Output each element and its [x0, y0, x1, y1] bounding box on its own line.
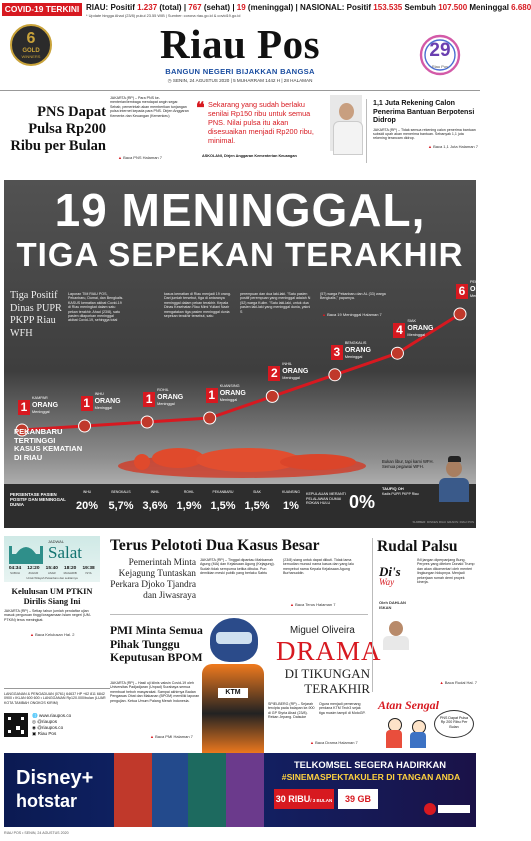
cartoon-figures — [386, 716, 432, 748]
district-name: INHU — [94, 392, 104, 396]
social-icon: ◎ — [32, 719, 38, 724]
story-col-4-link[interactable]: ▲ Baca 19 Meninggal Halaman 7 — [322, 312, 382, 317]
ad-posters — [114, 753, 264, 827]
prayer-time — [24, 566, 42, 575]
district-stat — [172, 488, 206, 522]
social-icon: ▣ — [32, 731, 38, 736]
pmi-link[interactable]: ▲ Baca PMI Halaman 7 — [150, 734, 193, 739]
unit-label: ORANG — [219, 390, 246, 397]
quote-text: Sekarang yang sudah berlaku senilai Rp150 ribu untuk semua PNS. Nilai pulsa itu akan disesuaikan menjadi Rp200 ribu, minimal. — [208, 100, 314, 145]
pelotot-subhead: Pemerintah Minta Kejagung Tuntaskan Perkara Djoko Tjandra dan Jiwasraya — [110, 558, 196, 601]
pelotot-body: JAKARTA (RP) – Tinggal dipantau Mahkamah Agung (MA) dan Kejaksaan Agung (Kejagung). Sudah tidak sempurna ketika dibuka. Pun demikian meski publik yang berlaku Sabtu (23/8) siang untuk dapat diikuti. Tidak lama kemudian muncul nama kasus dan yang lalu menyebut nama Kepala Kejaksaan Agung Burhanuddin. — [200, 558, 354, 576]
masthead-tagline: BANGUN NEGERI BIJAKKAN BANGSA — [165, 67, 315, 76]
meranti-value: 0% — [349, 492, 376, 512]
social-handle-text: www.riaupos.co — [39, 713, 72, 718]
district-name: KUANSING — [219, 384, 240, 388]
rudal-column — [372, 538, 478, 692]
rekening-body: JAKARTA (RP) – Tidak semua rekening calon penerima bantuan subsidi upah akan menerima bantuan. Sebanyak 1,1 juta rekening terancam didrop. — [373, 127, 476, 141]
anniversary-number: 29 — [429, 40, 451, 61]
salat-box — [4, 536, 100, 582]
salat-times — [6, 566, 98, 580]
pmi-headline[interactable]: PMI Minta Semua Pihak Tunggu Keputusan BPOM — [110, 624, 203, 664]
covid-tag: COVID-19 TERKINI — [2, 3, 82, 16]
prayer-name: SUBUH — [10, 571, 20, 575]
covid-figure: 6.680 — [511, 3, 531, 12]
death-count: 2 — [268, 366, 280, 381]
pelotot-link[interactable]: ▲ Baca Terus Halaman 7 — [290, 602, 336, 607]
stat-district: KUANSING — [282, 490, 300, 494]
death-count: 6 — [456, 284, 468, 299]
district-name: BENGKALIS — [344, 340, 367, 345]
covid-figure: (total) | — [157, 3, 189, 12]
stat-percent: 20% — [75, 500, 99, 512]
badge-number: 6 — [26, 30, 36, 47]
prayer-name: ISYA — [85, 571, 92, 575]
unit-sub: Meninggal — [157, 402, 175, 406]
drama-subhead-2: TERAKHIR — [304, 681, 370, 696]
gold-winners-badge — [10, 24, 52, 66]
covid-infographic — [4, 180, 497, 528]
covid-figure: Meninggal — [467, 3, 512, 12]
death-count: 4 — [393, 323, 405, 338]
anniversary-logo — [412, 34, 468, 80]
masthead-logo[interactable]: Riau Pos — [159, 21, 321, 67]
masthead-dateline — [140, 78, 340, 84]
prayer-time — [6, 566, 24, 575]
district-stat — [138, 488, 172, 522]
pns-link[interactable]: ▲ Baca PNS Halaman 7 — [118, 155, 162, 160]
bubble-name: TAUFIQ OH Kadis PUPR PKPP Riau — [382, 486, 419, 496]
rudal-title[interactable]: Rudal Palsu — [377, 538, 458, 555]
unit-sub: Meninggal — [344, 354, 363, 359]
unit-sub: Meninggal — [470, 294, 488, 298]
pull-quote — [196, 100, 326, 145]
national-label: | NASIONAL: — [295, 3, 345, 12]
contact-lines: LANGGANAN & PENGADUAN (0761) 64637 HP +62 811 6842 0900 • IKLAN 600 600 • LANGGANAN Rp120.000/bulan (LUAR KOTA TAMBAH ONGKOS KIRIM) — [4, 692, 106, 705]
dahlan-photo — [381, 618, 411, 648]
drama-player-name: Miguel Oliveira — [290, 625, 355, 636]
rekening-headline[interactable]: 1,1 Juta Rekening Calon Penerima Bantuan Berpotensi Didrop — [373, 99, 475, 124]
district-stat — [240, 488, 274, 522]
offer-quota: 39 GB — [338, 789, 378, 809]
atan-title: Atan Sengal — [378, 698, 440, 712]
death-count: 3 — [331, 345, 343, 360]
covid-figure: Positif — [110, 3, 138, 12]
pns-body: JAKARTA (RP) – Para PNS ke-menterian/lembaga mendapat angin segar. Sebab, pemerintah akan memberikan tunjangan pulsa internet kepada para PNS. Dirjen Anggaran Kemente-rian Keuangan (Kemenkeu) — [110, 96, 189, 118]
covid-figure: 107.500 — [438, 3, 468, 12]
district-name: KAMPAR — [32, 396, 48, 400]
stat-percent: 1,5% — [244, 500, 270, 512]
social-icon: 🌐 — [32, 713, 39, 718]
social-icon: ◉ — [32, 725, 38, 730]
anniversary-caption: Riau Pos — [431, 64, 449, 69]
stat-district: ROHIL — [183, 490, 195, 494]
covid-figure: 153.535 — [373, 3, 403, 12]
pekanbaru-note: PEKANBARU TERTINGGI KASUS KEMATIAN DI RIAU — [14, 427, 83, 462]
meranti-label: KEPULAUAN MERANTI PELALAWAN DUMAI ROKAN HULU — [306, 492, 346, 505]
rekening-teaser — [366, 99, 478, 163]
oliveira-photo: KTM — [196, 618, 268, 750]
prayer-clock: 12:20 — [27, 566, 40, 571]
contact-box — [4, 688, 110, 744]
story-col-1: Laporan TIM RIAU POS, Pekanbaru, Dumai, dan Bengkalis. KASUS kematian akibat Covid-19 di Riau meningkat dalam satu pekan terakhir. Ahad (23/8), satu pasien dilaporkan meninggal akibat Covid-19, sehingga total — [68, 292, 124, 323]
district-stat — [206, 488, 240, 522]
district-name: ROHIL — [157, 388, 169, 392]
national-figures — [347, 3, 531, 12]
prayer-name: MAGHRIB — [63, 571, 77, 575]
infographic-headline-2: TIGA SEPEKAN TERAKHIR — [16, 236, 464, 273]
unit-label: ORANG — [344, 346, 371, 354]
covid-figure: 1.237 — [137, 3, 158, 12]
story-col-4: (57) warga Pekanbaru dan AL (33) warga Bengkalis," paparnya. — [320, 292, 386, 301]
pelotot-headline[interactable]: Terus Pelototi Dua Kasus Besar — [110, 537, 320, 554]
ptkin-link[interactable]: ▲ Baca Kelulusan Hal. 2 — [30, 632, 75, 637]
atan-sengal-cartoon — [372, 694, 478, 750]
rudal-link[interactable]: ▲ Baca Rudal Hal. 7 — [439, 680, 477, 685]
dis-way-logo: Di's Way — [379, 564, 401, 587]
district-stat — [70, 488, 104, 522]
unit-sub: Meninggal — [282, 376, 300, 381]
graphic-credit: SUMBER: DISKES RIAU GRAFIS: RIAU POS — [412, 520, 474, 524]
covid-bar — [0, 0, 531, 20]
unit-sub: Meninggal — [32, 410, 50, 414]
covid-figure: 19 — [236, 3, 246, 12]
riau-label: RIAU: — [86, 3, 109, 12]
drama-subhead-1: DI TIKUNGAN — [284, 666, 370, 681]
ptkin-headline[interactable]: Kelulusan UM PTKIN Dirilis Siang Ini — [11, 587, 93, 606]
mosque-icon — [8, 542, 44, 564]
askolani-photo — [330, 95, 362, 151]
telkomsel-logo — [424, 801, 470, 817]
qr-code[interactable] — [4, 713, 28, 737]
rudal-author: Oleh DAHLAN ISKAN — [379, 600, 406, 610]
stat-district: BENGKALIS — [111, 490, 131, 494]
section-rule — [110, 614, 368, 615]
stat-percent: 1% — [283, 500, 299, 512]
unit-label: ORANG — [407, 325, 434, 333]
stat-district: INHIL — [150, 490, 160, 494]
page-footer: RIAU POS • SENIN, 24 AGUSTUS 2020 — [4, 831, 69, 835]
social-handle-text: @riaupos — [37, 719, 58, 724]
salat-header: JADWAL — [48, 539, 65, 544]
unit-sub: Meninggal — [219, 398, 238, 402]
prayer-clock: 18:20 — [64, 566, 77, 571]
badge-winners: WINNERS — [21, 54, 41, 59]
social-handles — [32, 713, 112, 737]
covid-figure: (sehat) | — [201, 3, 237, 12]
covid-figure: Sembuh — [402, 3, 439, 12]
district-stat — [104, 488, 138, 522]
prayer-clock: 15:40 — [45, 566, 58, 571]
badge-gold: GOLD — [22, 48, 40, 54]
clock-icon: ◷ — [167, 78, 173, 83]
social-handle[interactable] — [32, 731, 112, 737]
social-handle-text: Riau Pos — [37, 731, 57, 736]
disney-plus-logo: Disney+ — [16, 767, 94, 789]
stat-district: SIAK — [253, 490, 261, 494]
stat-district: INHU — [82, 490, 92, 494]
stat-percent: 1,9% — [176, 500, 202, 512]
quote-icon: ❝ — [196, 100, 205, 117]
sinema-hashtag: #SINEMASPEKTAKULER DI TANGAN ANDA — [281, 772, 461, 782]
prayer-name: ZUHUR — [28, 571, 39, 575]
hotstar-logo: hotstar — [16, 791, 78, 811]
death-count: 1 — [143, 392, 155, 407]
telkomsel-line: TELKOMSEL SEGERA HADIRKAN — [293, 759, 447, 770]
stats-label: PERSENTASE PASIEN POSITIF DAN MENINGGAL DUNIA — [10, 492, 66, 508]
covid-figure: Positif — [346, 3, 374, 12]
pmi-body: JAKARTA (RP) – Hasil uji klinis vaksin Covid-19 oleh Universitas Padjadjaran (Unpad) Surabaya semua membuat heboh masyarakat. Sampai akhirnya Badan Pengawas Obat dan Makanan (BPOM) memiliki laporan pengujian. Ketua Umum Palang Merah Indonesia. — [110, 681, 200, 703]
unit-sub: Meninggal — [94, 406, 113, 410]
prayer-time — [43, 566, 61, 575]
taufiq-photo — [436, 456, 472, 500]
side-headline: Tiga Positif Dinas PUPR PKPP Riau WFH — [10, 290, 62, 339]
prayer-clock: 04:34 — [8, 566, 22, 571]
social-handle-text: @riaupos.co — [37, 725, 64, 730]
unit-label: ORANG — [470, 286, 497, 293]
unit-label: ORANG — [157, 394, 184, 401]
district-name: INHIL — [282, 362, 292, 367]
unit-label: ORANG — [32, 402, 59, 409]
unit-sub: Meninggal — [407, 333, 425, 338]
prayer-name: ASAR — [47, 571, 56, 575]
district-name: PEKANBARU — [470, 280, 494, 284]
salat-title: Salat — [48, 543, 82, 562]
quote-author: ASKOLANI, Dirjen Anggaran Kementerian Keuangan — [202, 154, 297, 158]
wfh-speech-bubble: Bukan libur, tapi kami WFH. Semua pegawai WFH. — [382, 459, 434, 469]
prayer-time — [80, 566, 98, 575]
covid-figure: 767 — [188, 3, 202, 12]
unit-label: ORANG — [94, 398, 121, 405]
story-col-2: kasus kematian di Riau menjadi 19 orang. Dari jumlah tersebut, tiga di antaranya meninggal dalam pekan terakhir. Kepala Dinas Kesehatan Riau Mimi Yuliani Nazir mengatakan tiga pasien meninggal dunia sepekan terakhir tersebut, satu — [164, 292, 231, 319]
stat-district: PEKANBARU — [212, 490, 234, 494]
district-name: SIAK — [407, 319, 417, 324]
masthead-rule — [0, 90, 480, 91]
covid-riau-stats — [86, 3, 531, 12]
atan-bubble: PNS Dapat Pulsa Rp 200 Ribu Per Bulan — [434, 710, 474, 738]
covid-update-note: * Update hingga Ahad (23/8) pukul 23.55 WIB | Sumber: corona riau.go.id & covid19.go.id — [86, 13, 241, 18]
story-col-3: perempuan dan dua laki-laki. "Satu pasien positif perempuan yang meninggal adalah N (52) warga Kulim. "Satu laki-laki, untuk dua pasien laki-laki yang meninggal dunia, yakni S — [240, 292, 311, 314]
district-stat — [274, 488, 308, 522]
dateline-text: SENIN, 24 AGUSTUS 2020 | 5 MUHARRAM 1442 H | 28 HALAMAN — [172, 78, 313, 83]
stat-percent: 3,6% — [142, 500, 168, 512]
salat-note: Untuk Wilayah Pekanbaru dan sekitarnya — [26, 576, 78, 580]
prayer-time — [61, 566, 79, 575]
pns-headline[interactable]: PNS Dapat Pulsa Rp200 Ribu per Bulan — [10, 104, 106, 154]
stat-percent: 5,7% — [108, 500, 134, 512]
offer-price: 30 RIBU/ 3 BULAN — [274, 789, 334, 809]
death-count: 1 — [206, 388, 218, 403]
drama-link[interactable]: ▲ Baca Drama Halaman 7 — [310, 740, 358, 745]
drama-headline[interactable]: DRAMA — [276, 636, 382, 666]
drama-body: SPIELBERG (RP) – Sejarah tercipta pada balapan ke-900 di GP Styria Ahad (23/8). Rekan Jepang. Daisuke Ogura menjadi pemenang perdana KTM Tech3 sejak tiga musim tampil di MotoGP. — [268, 702, 366, 720]
disney-hotstar-ad[interactable] — [4, 753, 476, 827]
body-figure — [112, 438, 372, 480]
riau-figures — [110, 3, 293, 12]
unit-label: ORANG — [282, 368, 309, 376]
death-count: 1 — [81, 396, 93, 411]
infographic-headline-1: 19 MENINGGAL, — [54, 184, 426, 236]
rekening-link[interactable]: ▲ Baca 1,1 Juta Halaman 7 — [428, 143, 478, 149]
prayer-clock: 19:38 — [82, 566, 95, 571]
rudal-body: INI jangan diperpanjang Bung. Perpres yang diteken Donald Trump dan akan dikomentari oleh menteri lingkungan hidupnya. Menjadi pekerjaan rumah demi proyek kinerja. — [417, 558, 475, 585]
death-count: 1 — [18, 400, 30, 415]
stat-percent: 1,5% — [210, 500, 236, 512]
ptkin-body: JAKARTA (RP) – Setiap tahun jumlah pendaftar ujian masuk perguruan tinggi keagamaan Islam negeri (UM-PTKIN) terus meningkat. — [4, 609, 91, 622]
covid-figure: (meninggal) — [245, 3, 294, 12]
